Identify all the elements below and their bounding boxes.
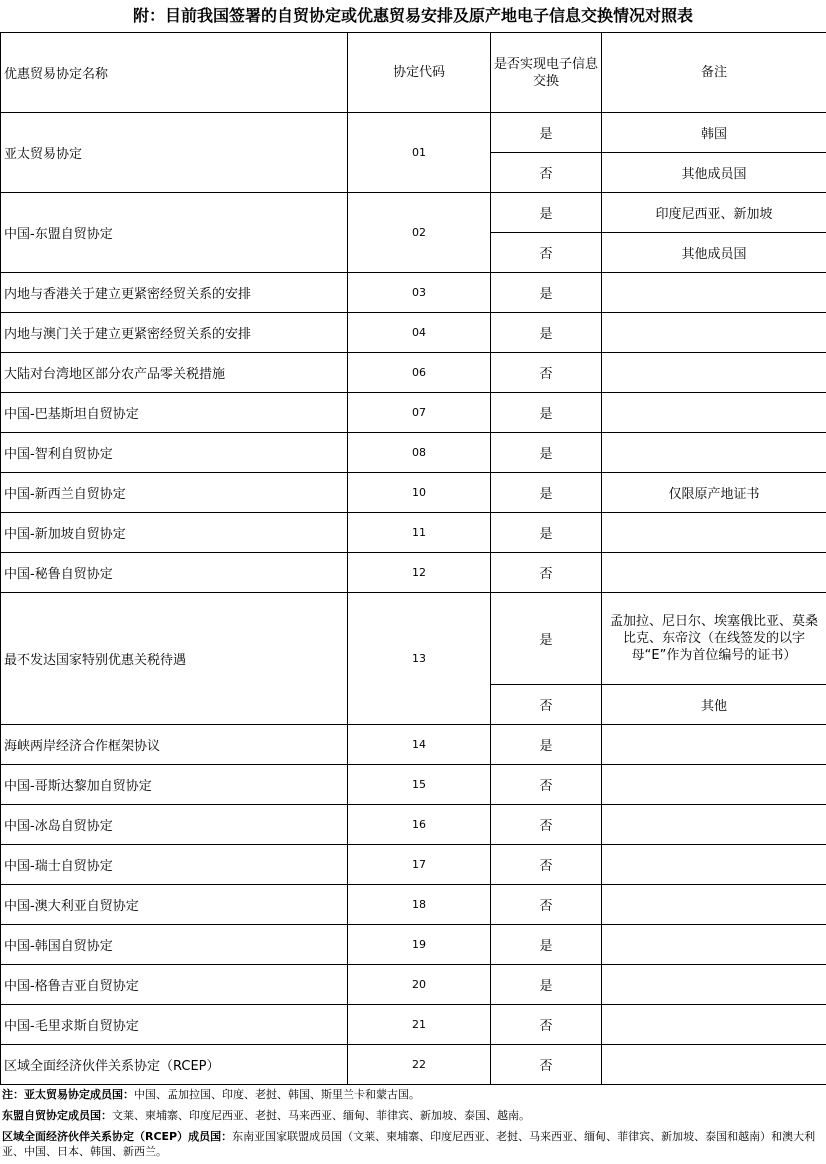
note-line (2, 1129, 824, 1159)
remark-cell: 其他成员国 (602, 153, 826, 193)
exchange-status: 是 (491, 313, 602, 353)
table-row (1, 1045, 826, 1085)
agreement-name: 中国-新加坡自贸协定 (1, 513, 348, 553)
table-row (1, 273, 826, 313)
agreement-name: 中国-瑞士自贸协定 (1, 845, 348, 885)
exchange-status: 否 (491, 553, 602, 593)
table-row (1, 725, 826, 765)
remark-cell (602, 925, 826, 965)
remark-cell (602, 965, 826, 1005)
table-row (1, 473, 826, 513)
exchange-status: 否 (491, 885, 602, 925)
exchange-status: 是 (491, 273, 602, 313)
remark-cell: 印度尼西亚、新加坡 (602, 193, 826, 233)
table-row (1, 805, 826, 845)
exchange-status: 是 (491, 473, 602, 513)
header-exchange: 是否实现电子信息交换 (491, 33, 602, 113)
agreement-code: 10 (348, 473, 491, 513)
remark-cell (602, 353, 826, 393)
exchange-status: 是 (491, 725, 602, 765)
agreement-name: 中国-格鲁吉亚自贸协定 (1, 965, 348, 1005)
agreement-name: 海峡两岸经济合作框架协议 (1, 725, 348, 765)
agreement-name: 大陆对台湾地区部分农产品零关税措施 (1, 353, 348, 393)
remark-cell: 其他成员国 (602, 233, 826, 273)
exchange-status: 否 (491, 353, 602, 393)
table-row (1, 513, 826, 553)
remark-cell (602, 725, 826, 765)
agreement-name: 中国-秘鲁自贸协定 (1, 553, 348, 593)
remark-cell (602, 1045, 826, 1085)
agreement-code: 16 (348, 805, 491, 845)
header-name: 优惠贸易协定名称 (1, 33, 348, 113)
exchange-status: 否 (491, 685, 602, 725)
remark-cell: 韩国 (602, 113, 826, 153)
exchange-status: 否 (491, 1005, 602, 1045)
agreement-name: 中国-毛里求斯自贸协定 (1, 1005, 348, 1045)
remark-cell: 孟加拉、尼日尔、埃塞俄比亚、莫桑比克、东帝汶（在线签发的以字母“E”作为首位编号的证书） (602, 593, 826, 685)
agreement-name: 中国-哥斯达黎加自贸协定 (1, 765, 348, 805)
agreement-code: 22 (348, 1045, 491, 1085)
table-header-row (1, 33, 826, 113)
table-row (1, 193, 826, 233)
agreement-code: 02 (348, 193, 491, 273)
remark-cell (602, 393, 826, 433)
note-text: 东南亚国家联盟成员国（文莱、柬埔寨、印度尼西亚、老挝、马来西亚、缅甸、菲律宾、新加坡、泰国和越南）和澳大利亚、中国、日本、韩国、新西兰。 (2, 1130, 816, 1158)
table-row (1, 965, 826, 1005)
exchange-status: 是 (491, 593, 602, 685)
note-text: 中国、孟加拉国、印度、老挝、韩国、斯里兰卡和蒙古国。 (134, 1088, 420, 1101)
agreement-name: 内地与香港关于建立更紧密经贸关系的安排 (1, 273, 348, 313)
agreement-code: 11 (348, 513, 491, 553)
agreement-code: 06 (348, 353, 491, 393)
agreement-code: 01 (348, 113, 491, 193)
exchange-status: 否 (491, 805, 602, 845)
table-row (1, 113, 826, 153)
agreement-code: 15 (348, 765, 491, 805)
exchange-status: 否 (491, 845, 602, 885)
agreement-code: 13 (348, 593, 491, 725)
note-label: 区域全面经济伙伴关系协定（RCEP）成员国： (2, 1130, 233, 1143)
agreement-code: 21 (348, 1005, 491, 1045)
agreement-code: 17 (348, 845, 491, 885)
note-label: 东盟自贸协定成员国： (2, 1109, 112, 1122)
agreement-name: 中国-韩国自贸协定 (1, 925, 348, 965)
note-text: 文莱、柬埔寨、印度尼西亚、老挝、马来西亚、缅甸、菲律宾、新加坡、泰国、越南。 (112, 1109, 530, 1122)
agreements-table (0, 32, 826, 1085)
table-row (1, 593, 826, 685)
exchange-status: 否 (491, 233, 602, 273)
agreement-name: 亚太贸易协定 (1, 113, 348, 193)
agreement-name: 内地与澳门关于建立更紧密经贸关系的安排 (1, 313, 348, 353)
table-row (1, 925, 826, 965)
remark-cell: 仅限原产地证书 (602, 473, 826, 513)
table-row (1, 885, 826, 925)
note-line (2, 1087, 824, 1102)
agreement-code: 04 (348, 313, 491, 353)
exchange-status: 是 (491, 433, 602, 473)
agreement-name: 中国-智利自贸协定 (1, 433, 348, 473)
remark-cell (602, 433, 826, 473)
note-line (2, 1108, 824, 1123)
exchange-status: 否 (491, 1045, 602, 1085)
agreement-name: 中国-澳大利亚自贸协定 (1, 885, 348, 925)
header-code: 协定代码 (348, 33, 491, 113)
remark-cell (602, 313, 826, 353)
notes-section (2, 1087, 824, 1159)
table-row (1, 393, 826, 433)
agreement-name: 中国-巴基斯坦自贸协定 (1, 393, 348, 433)
agreement-name: 区域全面经济伙伴关系协定（RCEP） (1, 1045, 348, 1085)
exchange-status: 是 (491, 925, 602, 965)
remark-cell (602, 1005, 826, 1045)
agreement-name: 中国-东盟自贸协定 (1, 193, 348, 273)
exchange-status: 是 (491, 513, 602, 553)
agreement-code: 19 (348, 925, 491, 965)
agreement-code: 03 (348, 273, 491, 313)
exchange-status: 是 (491, 393, 602, 433)
remark-cell: 其他 (602, 685, 826, 725)
table-row (1, 353, 826, 393)
agreement-code: 18 (348, 885, 491, 925)
header-remark: 备注 (602, 33, 826, 113)
table-row (1, 1005, 826, 1045)
remark-cell (602, 845, 826, 885)
table-row (1, 553, 826, 593)
exchange-status: 是 (491, 965, 602, 1005)
remark-cell (602, 513, 826, 553)
note-label: 注：亚太贸易协定成员国： (2, 1088, 134, 1101)
table-row (1, 765, 826, 805)
table-row (1, 845, 826, 885)
agreement-name: 中国-冰岛自贸协定 (1, 805, 348, 845)
exchange-status: 否 (491, 153, 602, 193)
exchange-status: 是 (491, 193, 602, 233)
agreement-code: 08 (348, 433, 491, 473)
agreement-name: 中国-新西兰自贸协定 (1, 473, 348, 513)
agreement-name: 最不发达国家特别优惠关税待遇 (1, 593, 348, 725)
table-row (1, 433, 826, 473)
agreement-code: 12 (348, 553, 491, 593)
remark-cell (602, 805, 826, 845)
exchange-status: 是 (491, 113, 602, 153)
remark-cell (602, 273, 826, 313)
exchange-status: 否 (491, 765, 602, 805)
agreement-code: 20 (348, 965, 491, 1005)
agreement-code: 07 (348, 393, 491, 433)
remark-cell (602, 553, 826, 593)
table-row (1, 313, 826, 353)
remark-cell (602, 885, 826, 925)
remark-cell (602, 765, 826, 805)
document-title: 附：目前我国签署的自贸协定或优惠贸易安排及原产地电子信息交换情况对照表 (132, 6, 693, 25)
agreement-code: 14 (348, 725, 491, 765)
